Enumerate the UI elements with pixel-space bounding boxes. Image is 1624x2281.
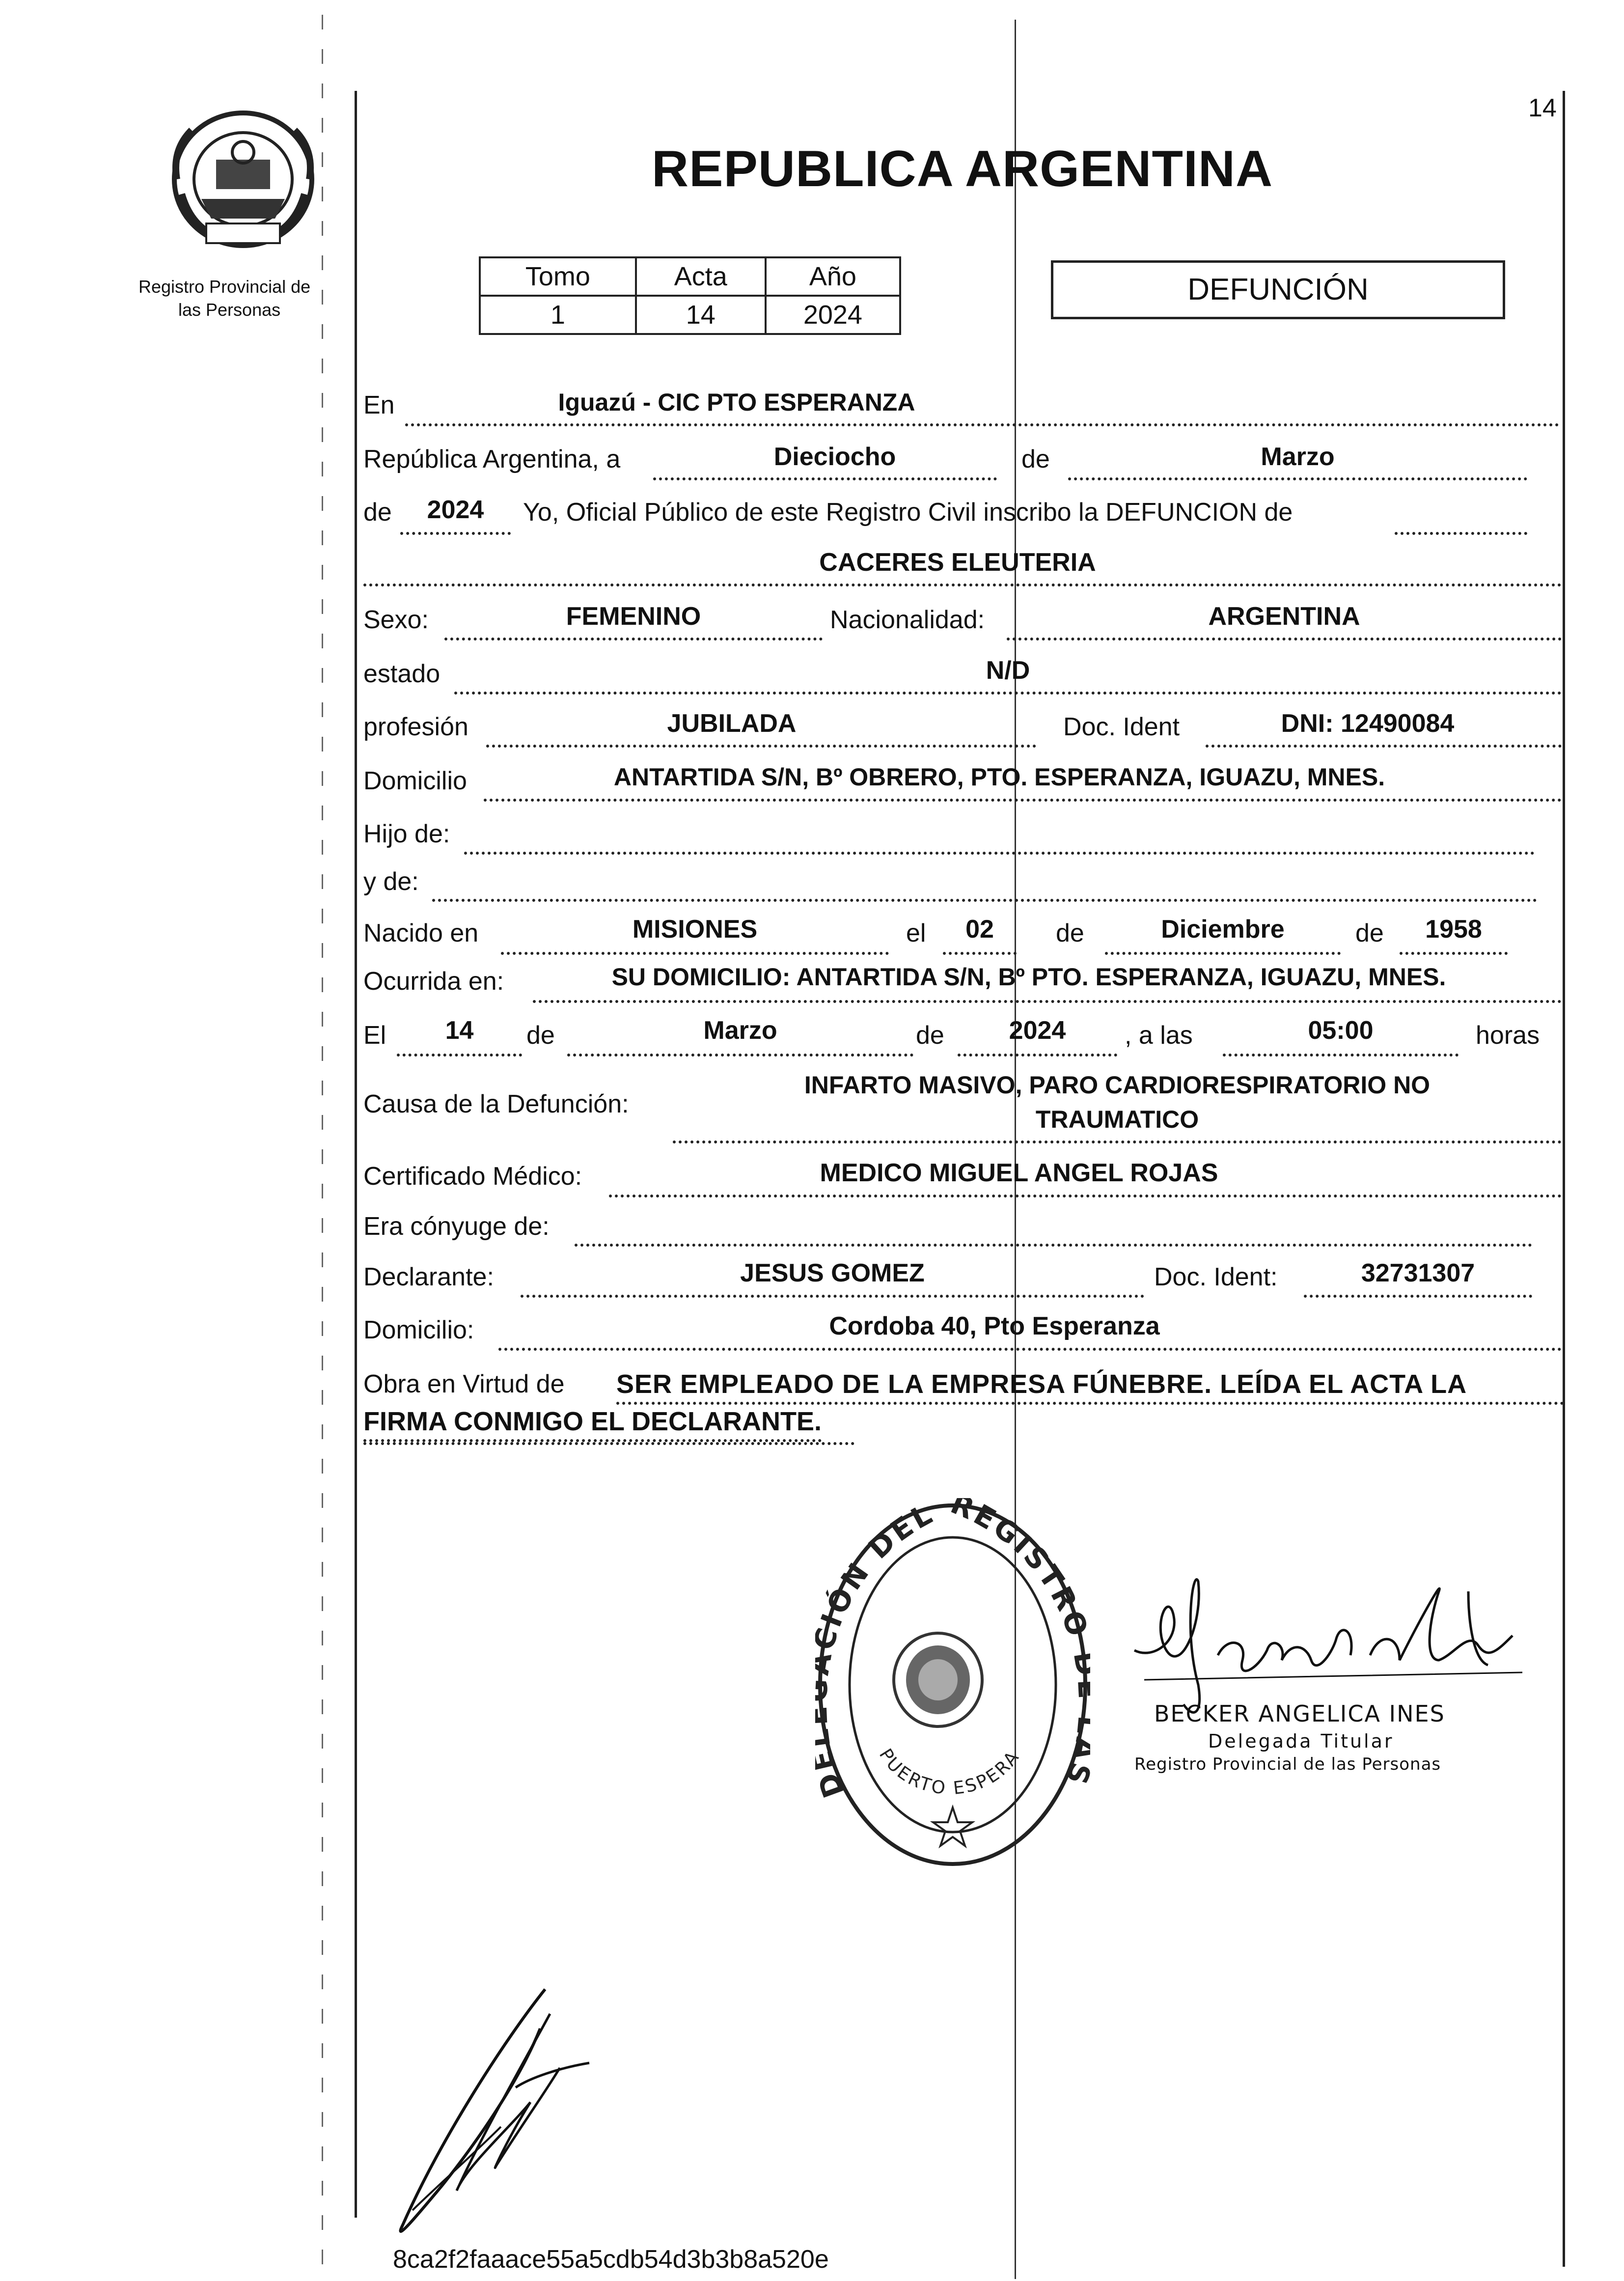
hijo-label: Hijo de: xyxy=(363,820,450,848)
table-header-anio: Año xyxy=(766,257,900,296)
death-day-dots xyxy=(397,1054,522,1057)
conyuge-label: Era cónyuge de: xyxy=(363,1212,550,1241)
el-label: el xyxy=(906,919,926,947)
de-label-2: de xyxy=(363,498,392,527)
nacionalidad-label: Nacionalidad: xyxy=(830,606,985,634)
nacionalidad-dots xyxy=(1007,638,1562,640)
declarante-value: JESUS GOMEZ xyxy=(740,1259,925,1287)
table-cell-tomo: 1 xyxy=(480,296,636,334)
center-scan-line xyxy=(1015,20,1016,2279)
conyuge-dots xyxy=(575,1244,1532,1247)
hijo-dots xyxy=(464,852,1535,855)
de-label-5: de xyxy=(526,1021,555,1050)
left-fold-line xyxy=(322,15,323,2269)
obra-label: Obra en Virtud de xyxy=(363,1370,565,1398)
decl-doc-label: Doc. Ident: xyxy=(1154,1263,1278,1291)
table-cell-acta: 14 xyxy=(636,296,766,334)
registry-line-1: Registro Provincial de xyxy=(138,277,311,297)
official-stamp xyxy=(815,1498,1090,1871)
birth-day-dots xyxy=(943,952,1017,955)
sexo-value: FEMENINO xyxy=(566,602,701,631)
left-border-line xyxy=(355,91,357,2218)
domicilio-dots xyxy=(484,799,1562,802)
doc-dots xyxy=(1206,745,1562,748)
en-label: En xyxy=(363,391,395,419)
de-label-1: de xyxy=(1021,445,1050,473)
sexo-dots xyxy=(444,638,823,640)
birth-month: Diciembre xyxy=(1161,915,1285,944)
day-dots xyxy=(653,477,997,480)
deceased-dots xyxy=(363,584,1562,586)
nacido-label: Nacido en xyxy=(363,919,479,947)
stamp-outer-text: IÓN DEL REGISTR xyxy=(815,1498,1085,1632)
nacido-value: MISIONES xyxy=(632,915,758,944)
death-year-dots xyxy=(958,1054,1117,1057)
decl-dom-dots xyxy=(498,1348,1562,1351)
obra-dots-extra xyxy=(363,1442,854,1445)
certificado-dots xyxy=(609,1195,1562,1197)
page-number: 14 xyxy=(1528,94,1557,122)
death-time: 05:00 xyxy=(1308,1016,1374,1045)
deceased-name: CACERES ELEUTERIA xyxy=(819,548,1096,577)
month-dots xyxy=(1068,477,1527,480)
year-value: 2024 xyxy=(427,496,484,524)
record-type-box: DEFUNCIÓN xyxy=(1051,260,1505,319)
decl-doc-dots xyxy=(1304,1295,1532,1298)
obra-line-2: FIRMA CONMIGO EL DECLARANTE. xyxy=(363,1404,822,1442)
estado-dots xyxy=(454,692,1562,695)
alas-label: , a las xyxy=(1125,1021,1193,1050)
de-label-4: de xyxy=(1355,919,1384,947)
profesion-dots xyxy=(486,745,1036,748)
ocurrida-value: SU DOMICILIO: ANTARTIDA S/N, Bº PTO. ESPERANZA, IGUAZU, MNES. xyxy=(611,963,1446,991)
tomo-acta-table xyxy=(479,256,901,335)
obra-line-1: SER EMPLEADO DE LA EMPRESA FÚNEBRE. LEÍDA EL ACTA LA xyxy=(616,1366,1564,1405)
certificado-label: Certificado Médico: xyxy=(363,1162,582,1191)
official-stamp-icon xyxy=(815,1498,1090,1871)
table-header-acta: Acta xyxy=(636,257,766,296)
estado-label: estado xyxy=(363,660,440,688)
registry-line-2: las Personas xyxy=(178,300,281,320)
province-seal xyxy=(162,106,324,253)
province-seal-icon xyxy=(162,106,324,253)
profesion-value: JUBILADA xyxy=(667,709,797,738)
declarante-dots xyxy=(521,1295,1144,1298)
doc-value: DNI: 12490084 xyxy=(1281,709,1455,738)
intro-text: Yo, Oficial Público de este Registro Civil inscribo la DEFUNCION de xyxy=(523,498,1293,527)
page-title: REPUBLICA ARGENTINA xyxy=(652,140,1273,197)
decl-doc-value: 32731307 xyxy=(1361,1259,1475,1287)
signatory-name: BECKER ANGELICA INES xyxy=(1154,1700,1445,1727)
day-value: Dieciocho xyxy=(773,443,896,471)
yde-label: y de: xyxy=(363,867,419,896)
declarant-signature-icon xyxy=(383,1979,604,2254)
birth-year: 1958 xyxy=(1425,915,1482,944)
death-month: Marzo xyxy=(703,1016,777,1045)
sexo-label: Sexo: xyxy=(363,606,429,634)
causa-line-1: INFARTO MASIVO, PARO CARDIORESPIRATORIO NO xyxy=(804,1071,1431,1099)
birth-month-dots xyxy=(1105,952,1341,955)
de-label-3: de xyxy=(1056,919,1084,947)
declarante-label: Declarante: xyxy=(363,1263,494,1291)
horas-label: horas xyxy=(1476,1021,1540,1050)
causa-label: Causa de la Defunción: xyxy=(363,1090,629,1118)
svg-text:PUERTO ESPERANZA xyxy=(815,1498,1024,1799)
footer-hash: 8ca2f2faaace55a5cdb54d3b3b8a520e xyxy=(393,2245,829,2274)
intro-dots xyxy=(1395,532,1527,535)
death-year: 2024 xyxy=(1009,1016,1066,1045)
domicilio-label: Domicilio xyxy=(363,767,467,795)
birth-day: 02 xyxy=(965,915,994,944)
ocurrida-dots xyxy=(533,1000,1562,1003)
estado-value: N/D xyxy=(986,656,1030,685)
signatory-office: Registro Provincial de las Personas xyxy=(1134,1754,1441,1774)
year-dots xyxy=(400,532,511,535)
death-month-dots xyxy=(567,1054,913,1057)
republica-label: República Argentina, a xyxy=(363,445,621,473)
decl-dom-label: Domicilio: xyxy=(363,1316,474,1344)
nacido-dots xyxy=(501,952,889,955)
signatory-role: Delegada Titular xyxy=(1208,1730,1394,1752)
stamp-inner-text: PUERTO ESPERA xyxy=(875,1745,1024,1799)
table-cell-anio: 2024 xyxy=(766,296,900,334)
causa-dots xyxy=(673,1140,1562,1143)
profesion-label: profesión xyxy=(363,713,468,741)
causa-line-2: TRAUMATICO xyxy=(1035,1106,1199,1133)
de-label-6: de xyxy=(916,1021,944,1050)
table-header-row xyxy=(480,257,900,296)
domicilio-value: ANTARTIDA S/N, Bº OBRERO, PTO. ESPERANZA, IGUAZU, MNES. xyxy=(613,763,1385,791)
yde-dots xyxy=(432,899,1537,902)
table-row xyxy=(480,296,900,334)
birth-year-dots xyxy=(1400,952,1508,955)
table-header-tomo: Tomo xyxy=(480,257,636,296)
right-border-line xyxy=(1563,91,1565,2267)
month-value: Marzo xyxy=(1261,443,1335,471)
decl-dom-value: Cordoba 40, Pto Esperanza xyxy=(829,1312,1160,1340)
nacionalidad-value: ARGENTINA xyxy=(1208,602,1360,631)
el2-label: El xyxy=(363,1021,386,1050)
doc-label: Doc. Ident xyxy=(1063,713,1180,741)
death-time-dots xyxy=(1223,1054,1459,1057)
en-value: Iguazú - CIC PTO ESPERANZA xyxy=(558,389,915,416)
en-dots xyxy=(405,423,1559,426)
ocurrida-label: Ocurrida en: xyxy=(363,967,504,996)
declarant-signature xyxy=(383,1979,604,2254)
certificado-value: MEDICO MIGUEL ANGEL ROJAS xyxy=(820,1159,1218,1187)
death-day: 14 xyxy=(445,1016,474,1045)
